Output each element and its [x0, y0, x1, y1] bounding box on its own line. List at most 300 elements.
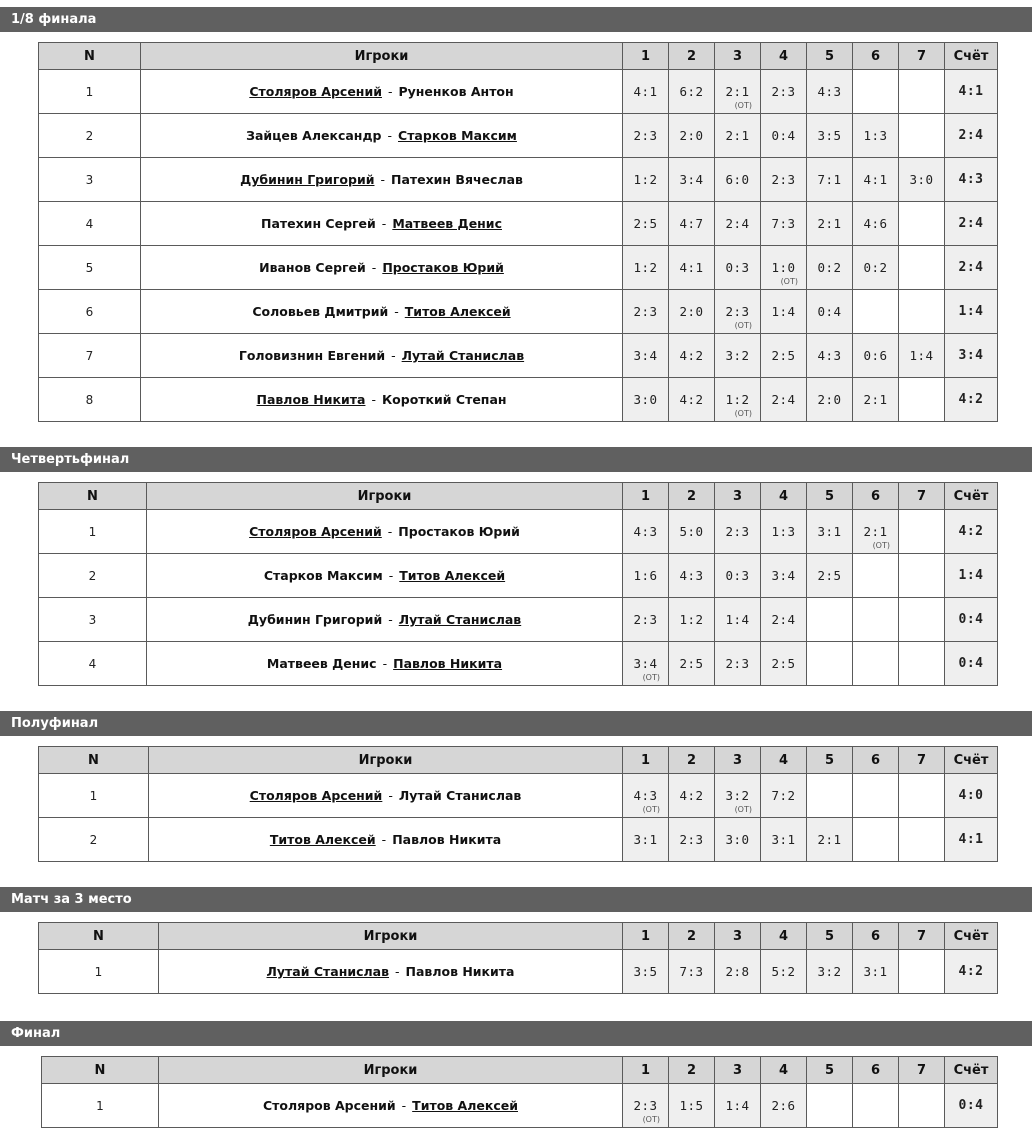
set-score-value: 7:2	[771, 788, 796, 803]
set-score	[853, 774, 899, 818]
set-score	[899, 158, 945, 202]
set-score	[899, 950, 945, 994]
match-total: 3:4	[945, 334, 998, 378]
match-total: 2:4	[945, 202, 998, 246]
set-score-value: 2:4	[771, 392, 796, 407]
set-score	[623, 290, 669, 334]
set-score	[623, 642, 669, 686]
set-score-value: 3:1	[633, 832, 658, 847]
match-row	[39, 554, 998, 598]
set-score-value: 0:3	[725, 260, 750, 275]
player-name: Павлов Никита	[405, 964, 515, 979]
players-cell	[141, 70, 623, 114]
set-score	[669, 774, 715, 818]
column-header[interactable]: 7	[899, 923, 945, 950]
column-header[interactable]: 3	[715, 747, 761, 774]
set-score	[715, 158, 761, 202]
set-score	[623, 774, 669, 818]
match-row	[39, 774, 998, 818]
set-score-value: 7:1	[817, 172, 842, 187]
set-score	[669, 642, 715, 686]
set-score	[623, 246, 669, 290]
set-score	[899, 202, 945, 246]
set-score	[761, 774, 807, 818]
set-score	[807, 818, 853, 862]
column-header[interactable]: N	[39, 747, 149, 774]
set-score	[715, 1084, 761, 1128]
set-score-value: 0:4	[817, 304, 842, 319]
column-header[interactable]: Игроки	[149, 747, 623, 774]
set-score-value: 2:1	[817, 832, 842, 847]
column-header[interactable]: N	[39, 483, 147, 510]
column-header[interactable]: 1	[623, 43, 669, 70]
column-header[interactable]: 7	[899, 483, 945, 510]
set-score	[715, 774, 761, 818]
set-score	[669, 334, 715, 378]
set-score-value: 0:6	[863, 348, 888, 363]
winner-player-link[interactable]: Столяров Арсений	[249, 524, 382, 539]
set-score-value: 4:1	[863, 172, 888, 187]
match-total: 2:4	[945, 114, 998, 158]
set-score	[807, 642, 853, 686]
set-score-value: 4:3	[679, 568, 704, 583]
set-score	[761, 158, 807, 202]
match-row	[39, 158, 998, 202]
separator: -	[382, 656, 388, 671]
set-score	[807, 510, 853, 554]
column-header[interactable]: 4	[761, 1057, 807, 1084]
set-score-value: 4:7	[679, 216, 704, 231]
set-score	[669, 202, 715, 246]
column-header[interactable]: 3	[715, 483, 761, 510]
set-score-value: 2:3	[725, 524, 750, 539]
column-header[interactable]: 6	[853, 1057, 899, 1084]
player-name: Соловьев Дмитрий	[252, 304, 389, 319]
winner-player-link[interactable]: Матвеев Денис	[392, 216, 502, 231]
match-number: 6	[39, 290, 141, 334]
header-row	[39, 483, 998, 510]
match-number: 7	[39, 334, 141, 378]
players-cell	[147, 510, 623, 554]
player-name: Павлов Никита	[392, 832, 502, 847]
separator: -	[391, 348, 396, 363]
separator: -	[401, 1098, 407, 1113]
set-score-value: 1:4	[771, 304, 796, 319]
column-header[interactable]: Счёт	[945, 1057, 998, 1084]
set-score-value: 4:2	[679, 348, 704, 363]
set-score	[761, 554, 807, 598]
players-cell	[141, 334, 623, 378]
set-score	[623, 598, 669, 642]
set-score-value: 4:3	[817, 84, 842, 99]
set-score-value: 3:0	[909, 172, 934, 187]
match-row	[39, 114, 998, 158]
set-score-value: 2:3	[633, 1098, 658, 1113]
player-name: Короткий Степан	[381, 392, 507, 407]
set-score	[715, 202, 761, 246]
set-score	[899, 1084, 945, 1128]
set-score-value: 2:3	[725, 656, 750, 671]
players-cell	[141, 114, 623, 158]
separator: -	[387, 84, 393, 99]
column-header[interactable]: 6	[853, 923, 899, 950]
match-row	[39, 818, 998, 862]
set-score	[715, 334, 761, 378]
set-score	[853, 510, 899, 554]
winner-player-link[interactable]: Лутай Станислав	[401, 348, 525, 363]
results-table	[41, 1056, 998, 1128]
results-table	[38, 482, 998, 686]
column-header[interactable]: Счёт	[945, 923, 998, 950]
set-score-value: 3:4	[679, 172, 704, 187]
column-header[interactable]: 5	[807, 1057, 853, 1084]
overtime-mark: (ОТ)	[642, 805, 660, 814]
column-header[interactable]: 7	[899, 43, 945, 70]
overtime-mark: (ОТ)	[734, 805, 752, 814]
set-score	[761, 950, 807, 994]
column-header[interactable]: 2	[669, 1057, 715, 1084]
separator: -	[371, 260, 377, 275]
column-header[interactable]: 3	[715, 1057, 761, 1084]
set-score-value: 2:5	[679, 656, 704, 671]
set-score	[761, 334, 807, 378]
match-number: 1	[39, 774, 149, 818]
set-score-value: 0:4	[771, 128, 796, 143]
set-score-value: 2:3	[771, 172, 796, 187]
set-score	[669, 510, 715, 554]
column-header[interactable]: 5	[807, 923, 853, 950]
set-score	[669, 950, 715, 994]
column-header[interactable]: 2	[669, 747, 715, 774]
winner-player-link[interactable]: Столяров Арсений	[249, 788, 383, 803]
set-score	[761, 598, 807, 642]
match-number: 3	[39, 598, 147, 642]
winner-player-link[interactable]: Дубинин Григорий	[240, 172, 375, 187]
separator: -	[388, 568, 394, 583]
column-header[interactable]: 2	[669, 923, 715, 950]
column-header[interactable]: 4	[761, 43, 807, 70]
column-header[interactable]: 5	[807, 43, 853, 70]
match-total: 1:4	[945, 554, 998, 598]
set-score	[899, 818, 945, 862]
stage-title: Матч за 3 место	[0, 887, 1032, 912]
set-score	[623, 114, 669, 158]
set-score	[623, 334, 669, 378]
set-score-value: 3:1	[863, 964, 888, 979]
set-score	[853, 70, 899, 114]
set-score	[715, 510, 761, 554]
set-score	[899, 510, 945, 554]
player-name: Старков Максим	[263, 568, 383, 583]
set-score	[899, 70, 945, 114]
set-score-value: 3:5	[633, 964, 658, 979]
player-name: Головизнин Евгений	[238, 348, 386, 363]
match-row	[39, 378, 998, 422]
set-score	[853, 818, 899, 862]
set-score-value: 2:1	[725, 128, 750, 143]
stage-title: 1/8 финала	[0, 7, 1032, 32]
set-score-value: 1:4	[909, 348, 934, 363]
overtime-mark: (ОТ)	[734, 409, 752, 418]
match-total: 4:2	[945, 950, 998, 994]
column-header[interactable]: Игроки	[147, 483, 623, 510]
set-score	[899, 334, 945, 378]
column-header[interactable]: 2	[669, 483, 715, 510]
set-score-value: 1:2	[725, 392, 750, 407]
set-score-value: 6:2	[679, 84, 704, 99]
overtime-mark: (ОТ)	[642, 673, 660, 682]
match-row	[39, 334, 998, 378]
set-score	[715, 598, 761, 642]
winner-player-link[interactable]: Старков Максим	[398, 128, 517, 143]
set-score	[807, 202, 853, 246]
column-header[interactable]: Игроки	[141, 43, 623, 70]
winner-player-link[interactable]: Титов Алексей	[412, 1098, 518, 1113]
set-score	[807, 598, 853, 642]
player-name: Патехин Сергей	[261, 216, 376, 231]
set-score	[761, 818, 807, 862]
set-score	[623, 818, 669, 862]
set-score	[623, 1084, 669, 1128]
separator: -	[381, 832, 387, 847]
set-score	[669, 1084, 715, 1128]
players-cell	[141, 246, 623, 290]
set-score	[761, 70, 807, 114]
column-header[interactable]: Игроки	[159, 1057, 623, 1084]
set-score-value: 2:1	[863, 524, 888, 539]
players-cell	[141, 378, 623, 422]
player-name: Зайцев Александр	[246, 128, 382, 143]
separator: -	[387, 524, 393, 539]
set-score	[853, 290, 899, 334]
set-score-value: 5:0	[679, 524, 704, 539]
header-row	[39, 747, 998, 774]
set-score-value: 3:0	[725, 832, 750, 847]
set-score	[715, 378, 761, 422]
set-score-value: 3:0	[633, 392, 658, 407]
column-header[interactable]: 1	[623, 1057, 669, 1084]
set-score	[853, 950, 899, 994]
match-row	[39, 202, 998, 246]
column-header[interactable]: 6	[853, 43, 899, 70]
separator: -	[380, 172, 385, 187]
set-score	[623, 70, 669, 114]
set-score-value: 1:3	[863, 128, 888, 143]
set-score	[669, 114, 715, 158]
set-score	[715, 290, 761, 334]
set-score-value: 2:3	[725, 304, 750, 319]
column-header[interactable]: 7	[899, 747, 945, 774]
set-score-value: 2:3	[633, 128, 658, 143]
set-score	[807, 950, 853, 994]
set-score-value: 1:0	[771, 260, 796, 275]
overtime-mark: (ОТ)	[780, 277, 798, 286]
set-score	[761, 510, 807, 554]
column-header[interactable]: 6	[853, 483, 899, 510]
match-number: 1	[39, 510, 147, 554]
winner-player-link[interactable]: Титов Алексей	[269, 832, 376, 847]
set-score	[807, 246, 853, 290]
set-score	[853, 378, 899, 422]
winner-player-link[interactable]: Павлов Никита	[393, 656, 503, 671]
set-score	[623, 202, 669, 246]
set-score	[669, 378, 715, 422]
set-score	[899, 598, 945, 642]
separator: -	[371, 392, 376, 407]
player-name: Патехин Вячеслав	[390, 172, 523, 187]
set-score	[761, 642, 807, 686]
column-header[interactable]: 4	[761, 483, 807, 510]
set-score-value: 4:2	[679, 788, 704, 803]
set-score-value: 3:1	[817, 524, 842, 539]
set-score	[807, 114, 853, 158]
match-row	[39, 510, 998, 554]
set-score-value: 2:1	[725, 84, 750, 99]
column-header[interactable]: Счёт	[945, 747, 998, 774]
column-header[interactable]: Счёт	[945, 483, 998, 510]
player-name: Лутай Станислав	[398, 788, 522, 803]
match-number: 2	[39, 554, 147, 598]
winner-player-link[interactable]: Титов Алексей	[404, 304, 511, 319]
set-score	[807, 774, 853, 818]
separator: -	[388, 612, 393, 627]
column-header[interactable]: 2	[669, 43, 715, 70]
winner-player-link[interactable]: Столяров Арсений	[249, 84, 382, 99]
set-score-value: 0:3	[725, 568, 750, 583]
set-score	[899, 290, 945, 334]
set-score	[623, 378, 669, 422]
separator: -	[395, 964, 400, 979]
set-score	[807, 158, 853, 202]
winner-player-link[interactable]: Титов Алексей	[399, 568, 506, 583]
header-row	[42, 1057, 998, 1084]
player-name: Руненков Антон	[398, 84, 514, 99]
column-header[interactable]: 4	[761, 923, 807, 950]
column-header[interactable]: Игроки	[159, 923, 623, 950]
players-cell	[147, 598, 623, 642]
set-score	[623, 510, 669, 554]
column-header[interactable]: Счёт	[945, 43, 998, 70]
column-header[interactable]: N	[39, 923, 159, 950]
set-score-value: 1:6	[633, 568, 658, 583]
players-cell	[141, 158, 623, 202]
match-total: 0:4	[945, 598, 998, 642]
set-score	[853, 334, 899, 378]
set-score	[761, 202, 807, 246]
set-score	[807, 378, 853, 422]
set-score-value: 4:3	[817, 348, 842, 363]
winner-player-link[interactable]: Простаков Юрий	[382, 260, 504, 275]
set-score-value: 1:5	[679, 1098, 704, 1113]
players-cell	[149, 818, 623, 862]
set-score	[899, 246, 945, 290]
column-header[interactable]: 6	[853, 747, 899, 774]
set-score-value: 2:1	[863, 392, 888, 407]
column-header[interactable]: 1	[623, 483, 669, 510]
header-row	[39, 43, 998, 70]
set-score	[669, 246, 715, 290]
set-score-value: 5:2	[771, 964, 796, 979]
set-score-value: 2:0	[817, 392, 842, 407]
players-cell	[147, 642, 623, 686]
winner-player-link[interactable]: Лутай Станислав	[266, 964, 389, 979]
column-header[interactable]: 5	[807, 747, 853, 774]
separator: -	[387, 128, 393, 143]
match-total: 4:3	[945, 158, 998, 202]
match-number: 1	[42, 1084, 159, 1128]
set-score	[899, 114, 945, 158]
set-score-value: 2:3	[633, 304, 658, 319]
set-score-value: 2:1	[817, 216, 842, 231]
players-cell	[159, 950, 623, 994]
match-total: 4:2	[945, 378, 998, 422]
column-header[interactable]: N	[42, 1057, 159, 1084]
column-header[interactable]: 3	[715, 923, 761, 950]
match-number: 2	[39, 114, 141, 158]
match-row	[39, 950, 998, 994]
player-name: Дубинин Григорий	[247, 612, 383, 627]
set-score-value: 6:0	[725, 172, 750, 187]
match-number: 2	[39, 818, 149, 862]
set-score-value: 2:3	[771, 84, 796, 99]
player-name: Иванов Сергей	[259, 260, 366, 275]
set-score-value: 7:3	[771, 216, 796, 231]
set-score-value: 2:0	[679, 304, 704, 319]
set-score	[899, 774, 945, 818]
set-score-value: 4:2	[679, 392, 704, 407]
set-score-value: 3:4	[633, 348, 658, 363]
set-score	[715, 950, 761, 994]
header-row	[39, 923, 998, 950]
column-header[interactable]: 5	[807, 483, 853, 510]
match-number: 4	[39, 642, 147, 686]
column-header[interactable]: 1	[623, 747, 669, 774]
players-cell	[159, 1084, 623, 1128]
set-score	[853, 598, 899, 642]
column-header[interactable]: 4	[761, 747, 807, 774]
set-score	[899, 378, 945, 422]
set-score-value: 2:6	[771, 1098, 796, 1113]
match-total: 0:4	[945, 1084, 998, 1128]
set-score	[623, 950, 669, 994]
set-score	[715, 246, 761, 290]
column-header[interactable]: 7	[899, 1057, 945, 1084]
match-row	[39, 70, 998, 114]
set-score-value: 3:4	[633, 656, 658, 671]
set-score	[669, 70, 715, 114]
separator: -	[394, 304, 399, 319]
overtime-mark: (ОТ)	[872, 541, 890, 550]
stage-title: Полуфинал	[0, 711, 1032, 736]
match-total: 2:4	[945, 246, 998, 290]
set-score	[669, 554, 715, 598]
winner-player-link[interactable]: Павлов Никита	[256, 392, 366, 407]
match-total: 4:0	[945, 774, 998, 818]
set-score-value: 1:2	[633, 172, 658, 187]
separator: -	[388, 788, 393, 803]
match-row	[39, 246, 998, 290]
column-header[interactable]: N	[39, 43, 141, 70]
stage-title: Четвертьфинал	[0, 447, 1032, 472]
set-score-value: 1:4	[725, 1098, 750, 1113]
results-table	[38, 746, 998, 862]
column-header[interactable]: 3	[715, 43, 761, 70]
set-score	[899, 642, 945, 686]
column-header[interactable]: 1	[623, 923, 669, 950]
winner-player-link[interactable]: Лутай Станислав	[398, 612, 522, 627]
stage-title: Финал	[0, 1021, 1032, 1046]
set-score-value: 4:6	[863, 216, 888, 231]
